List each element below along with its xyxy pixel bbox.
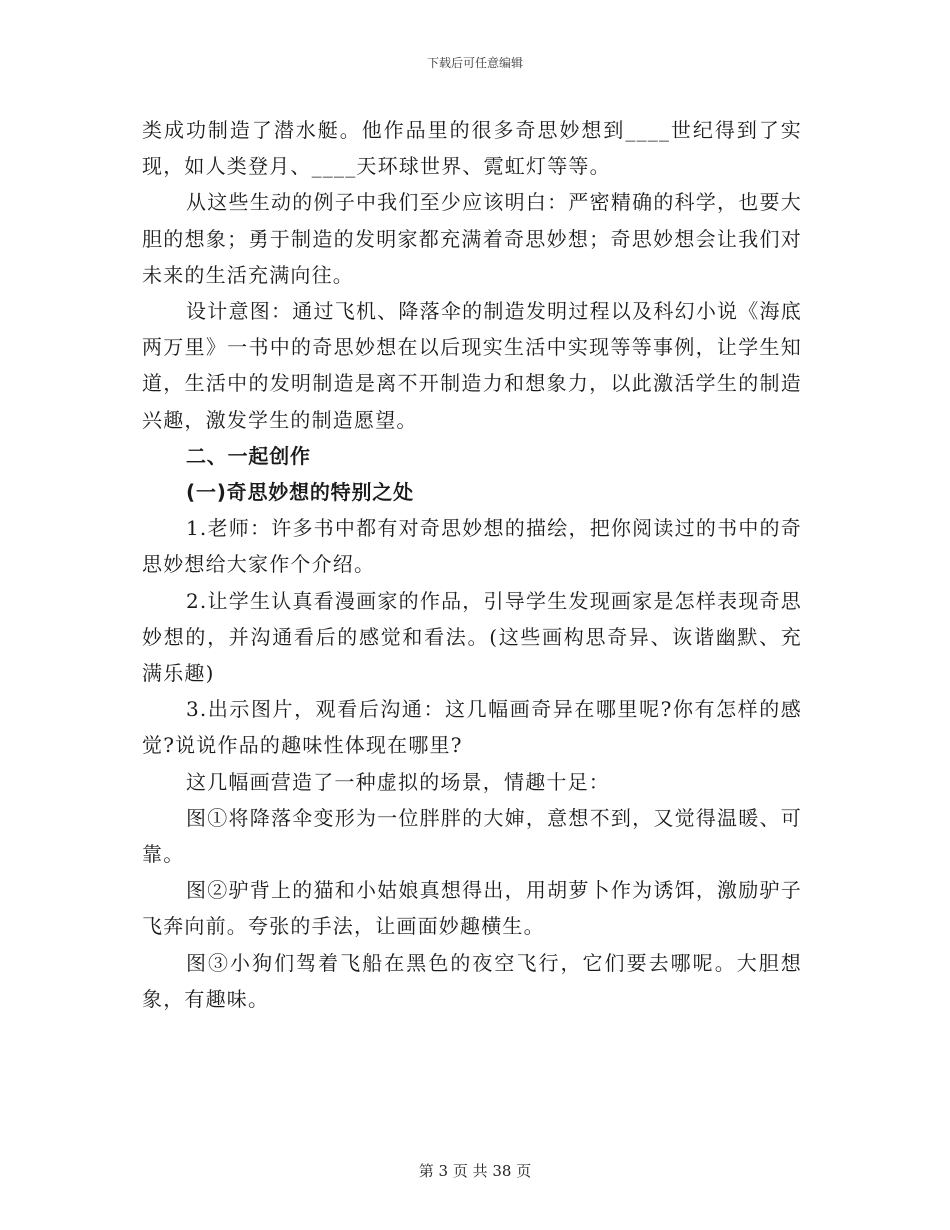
paragraph: 设计意图：通过飞机、降落伞的制造发明过程以及科幻小说《海底两万里》一书中的奇思妙想在以后现实生活中实现等等事例，让学生知道，生活中的发明制造是离不开制造力和想象力，以此激活学生的制造兴趣，激发学生的制造愿望。 [142,299,802,432]
page-number: 第 3 页 共 38 页 [418,1162,532,1180]
section-heading: 二、一起创作 [186,443,311,468]
subsection-heading: (一)奇思妙想的特别之处 [186,480,414,505]
paragraph: 类成功制造了潜水艇。他作品里的很多奇思妙想到____世纪得到了实现，如人类登月、____天环球世界、霓虹灯等等。 [142,118,802,179]
page-header: 下载后可任意编辑 [426,56,523,70]
paragraph: 图①将降落伞变形为一位胖胖的大婶，意想不到，又觉得温暖、可靠。 [142,805,802,867]
paragraph: 图②驴背上的猫和小姑娘真想得出，用胡萝卜作为诱饵，激励驴子飞奔向前。夸张的手法，让画面妙趣横生。 [142,878,802,939]
document-body [142,112,802,1017]
paragraph: 从这些生动的例子中我们至少应该明白：严密精确的科学，也要大胆的想象；勇于制造的发明家都充满着奇思妙想；奇思妙想会让我们对未来的生活充满向往。 [142,190,802,287]
paragraph: 1.老师：许多书中都有对奇思妙想的描绘，把你阅读过的书中的奇思妙想给大家作个介绍。 [142,516,802,577]
paragraph: 2.让学生认真看漫画家的作品，引导学生发现画家是怎样表现奇思妙想的，并沟通看后的感觉和看法。(这些画构思奇异、诙谐幽默、充满乐趣) [142,588,802,686]
paragraph: 3.出示图片，观看后沟通：这几幅画奇异在哪里呢?你有怎样的感觉?说说作品的趣味性体现在哪里? [142,697,802,758]
paragraph: 这几幅画营造了一种虚拟的场景，情趣十足： [186,769,610,794]
paragraph: 图③小狗们驾着飞船在黑色的夜空飞行，它们要去哪呢。大胆想象，有趣味。 [142,950,802,1011]
